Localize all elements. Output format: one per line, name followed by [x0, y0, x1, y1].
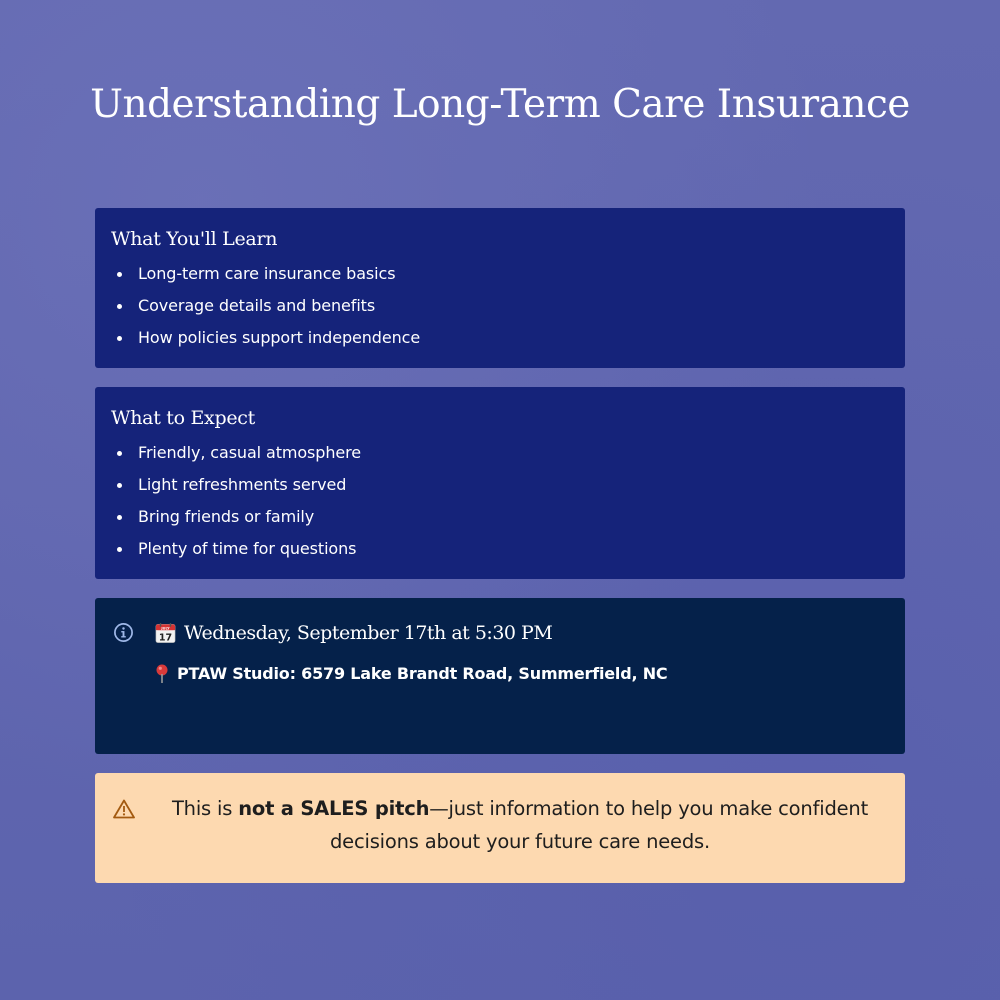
bullet-dot-icon [117, 336, 122, 341]
notice-text-bold: not a SALES pitch [238, 797, 430, 820]
list-item [111, 322, 889, 354]
notice-text [155, 792, 885, 858]
calendar-day-label: 17 [158, 632, 173, 644]
warning-icon [113, 799, 135, 819]
list-item-text: Friendly, casual atmosphere [138, 443, 362, 462]
bullet-dot-icon [117, 272, 122, 277]
info-icon [113, 622, 134, 643]
list-item [111, 469, 889, 501]
what-to-expect-card [95, 387, 905, 579]
what-you-will-learn-card [95, 208, 905, 368]
list-item [111, 501, 889, 533]
list-item [111, 258, 889, 290]
not-sales-pitch-notice [95, 773, 905, 883]
learn-list [111, 258, 889, 354]
list-item-text: Light refreshments served [138, 475, 347, 494]
expect-heading: What to Expect [111, 407, 255, 429]
list-item [111, 290, 889, 322]
notice-text-after: —just information to help you make confident decisions about your future care needs. [329, 797, 869, 853]
bullet-dot-icon [117, 483, 122, 488]
list-item [111, 533, 889, 565]
event-date-row [155, 620, 552, 646]
learn-heading: What You'll Learn [111, 228, 278, 250]
bullet-dot-icon [117, 451, 122, 456]
calendar-icon [155, 622, 176, 644]
list-item-text: Plenty of time for questions [138, 539, 357, 558]
bullet-dot-icon [117, 304, 122, 309]
event-date: Wednesday, September 17th at 5:30 PM [184, 622, 553, 644]
list-item [111, 437, 889, 469]
list-item-text: Long-term care insurance basics [138, 264, 396, 283]
page-title: Understanding Long-Term Care Insurance [90, 82, 910, 127]
expect-list [111, 437, 889, 565]
event-location-row [155, 663, 667, 685]
event-details-card [95, 598, 905, 754]
list-item-text: Coverage details and benefits [138, 296, 376, 315]
bullet-dot-icon [117, 547, 122, 552]
calendar-month-label: JULY [161, 626, 170, 631]
map-pin-icon [155, 664, 169, 684]
list-item-text: How policies support independence [138, 328, 421, 347]
bullet-dot-icon [117, 515, 122, 520]
notice-text-before: This is [171, 797, 239, 820]
list-item-text: Bring friends or family [138, 507, 315, 526]
event-location: PTAW Studio: 6579 Lake Brandt Road, Summerfield, NC [177, 664, 668, 683]
